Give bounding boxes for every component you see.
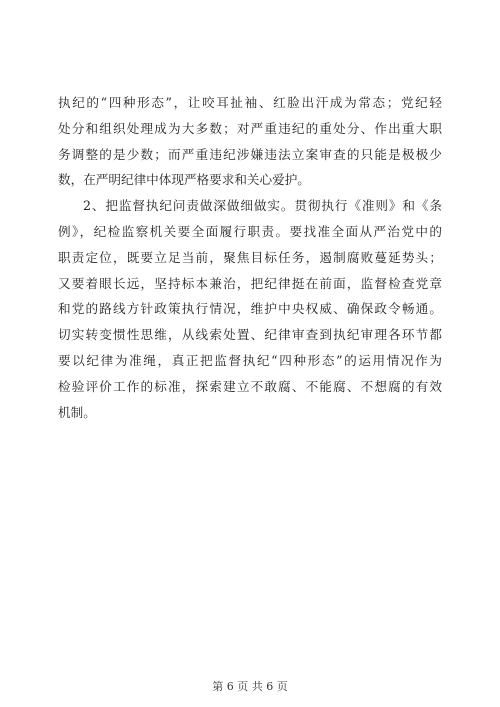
text-line: 和党的路线方针政策执行情况，维护中央权威、确保政令畅通。: [58, 301, 442, 317]
text-line: 检验评价工作的标准，探索建立不敢腐、不能腐、不想腐的有效: [58, 378, 442, 394]
text-line: 例》，纪检监察机关要全面履行职责。要找准全面从严治党中的: [58, 223, 442, 239]
text-line: 要以纪律为准绳，真正把监督执纪“四种形态”的运用情况作为: [58, 352, 442, 368]
text-line: 处分和组织处理成为大多数；对严重违纪的重处分、作出重大职: [58, 120, 442, 136]
page-number: 第 6 页 共 6 页: [212, 680, 288, 693]
text-line: 又要着眼长远，坚持标本兼治，把纪律挺在前面，监督检查党章: [58, 275, 442, 291]
text-line: 职责定位，既要立足当前，聚焦目标任务，遏制腐败蔓延势头；: [58, 249, 442, 265]
page-footer: [0, 678, 500, 694]
text-line: 2、把监督执纪问责做深做细做实。贯彻执行《准则》和《条: [83, 198, 442, 214]
document-body: [58, 90, 442, 425]
text-line: 执纪的“四种形态”，让咬耳扯袖、红脸出汗成为常态；党纪轻: [58, 95, 442, 110]
text-line: 数，在严明纪律中体现严格要求和关心爱护。: [58, 172, 310, 188]
text-line: 机制。: [58, 404, 96, 420]
text-line: 务调整的是少数；而严重违纪涉嫌违法立案审查的只能是极极少: [58, 146, 442, 162]
text-line: 切实转变惯性思维，从线索处置、纪律审查到执纪审理各环节都: [58, 327, 442, 343]
